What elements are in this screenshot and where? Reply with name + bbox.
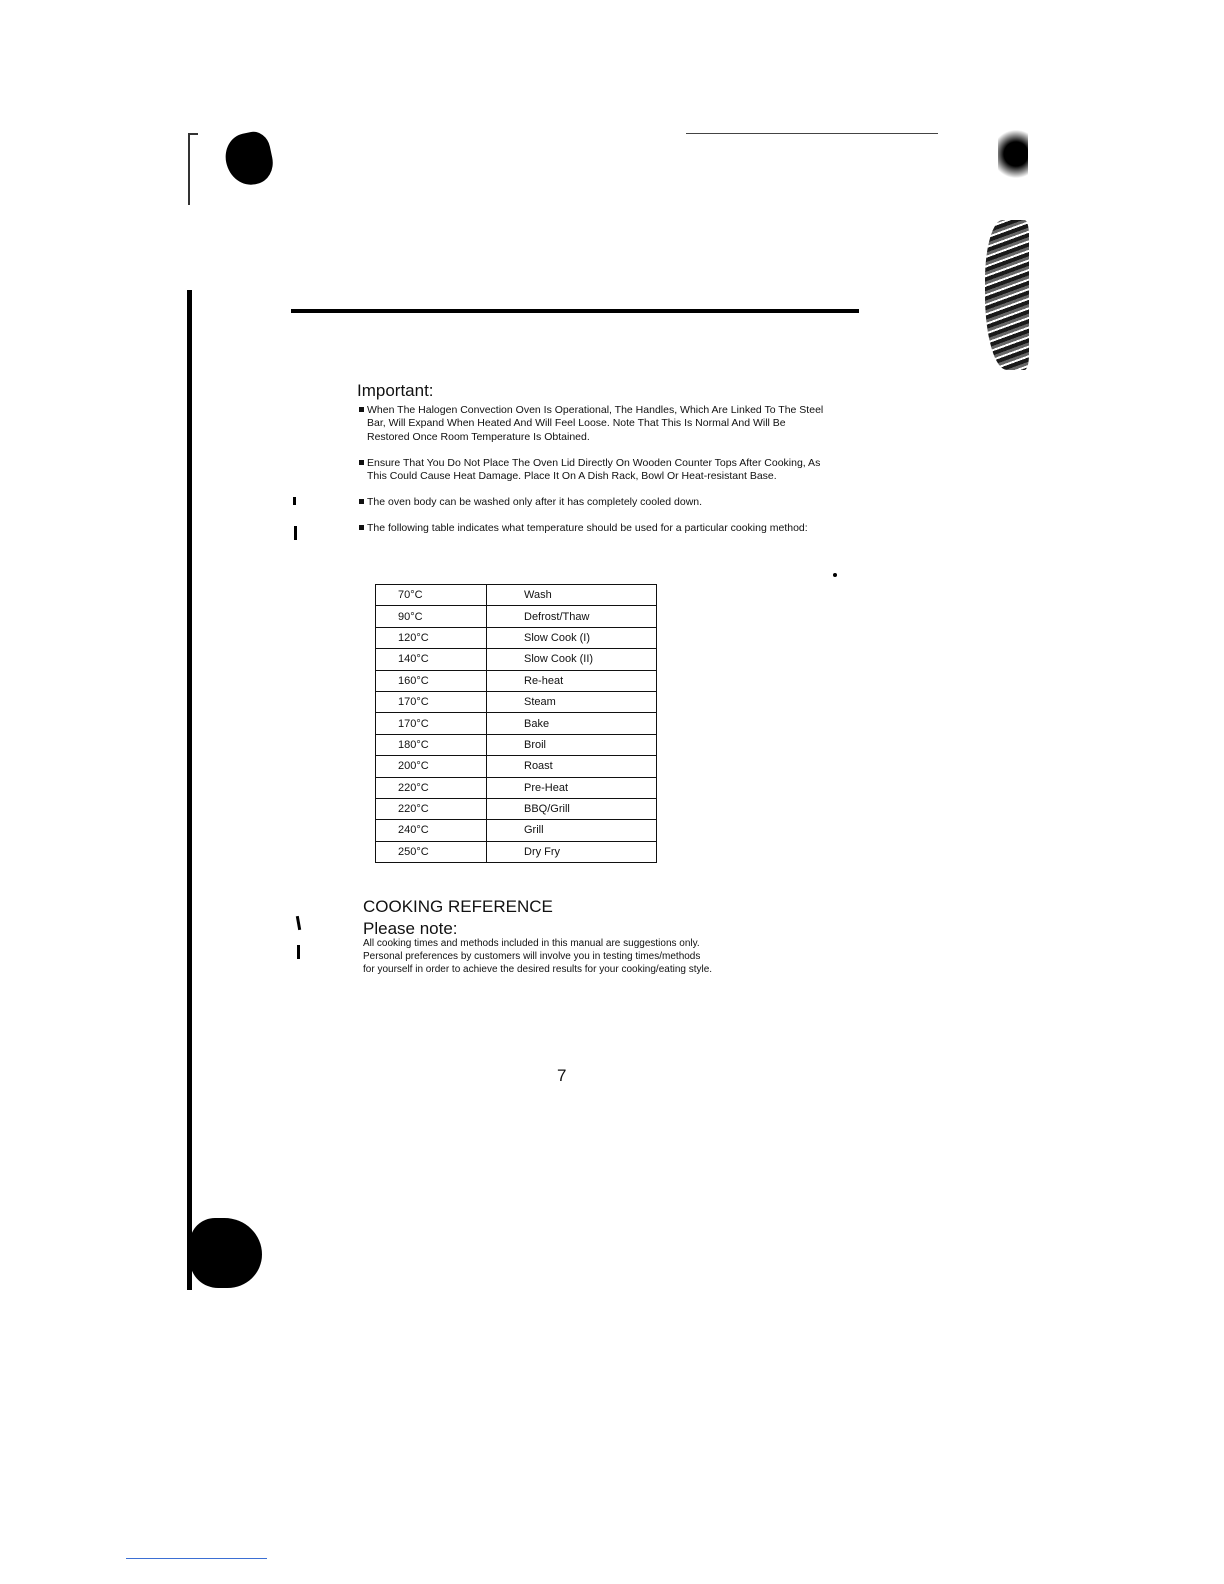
bullet-text: The oven body can be washed only after it has completely cooled down. xyxy=(367,496,703,509)
bullet-square-icon xyxy=(359,407,364,412)
scan-speck xyxy=(296,916,301,930)
temperature-cell: 90°C xyxy=(376,606,487,627)
scan-speck xyxy=(297,945,300,959)
bullet-item xyxy=(357,404,827,444)
temperature-cell: 70°C xyxy=(376,585,487,606)
bullet-text: The following table indicates what temperature should be used for a particular cooking method: xyxy=(367,521,808,534)
bullet-item xyxy=(357,496,827,509)
temperature-cell: 120°C xyxy=(376,627,487,648)
scan-edge-mark-right xyxy=(985,220,1029,370)
table-row xyxy=(376,734,657,755)
page-number: 7 xyxy=(557,1066,567,1085)
scan-speck xyxy=(293,497,296,505)
method-cell: Roast xyxy=(487,756,657,777)
method-cell: Defrost/Thaw xyxy=(487,606,657,627)
note-line: Personal preferences by customers will involve you in testing times/methods xyxy=(363,951,701,962)
header-rule xyxy=(291,309,859,313)
table-row xyxy=(376,798,657,819)
table-row xyxy=(376,627,657,648)
scan-blot-bottom xyxy=(190,1218,262,1288)
important-bullets xyxy=(357,404,827,548)
cooking-reference-note xyxy=(363,937,803,976)
temperature-cell: 240°C xyxy=(376,820,487,841)
bullet-square-icon xyxy=(359,460,364,465)
scan-bracket-mark xyxy=(188,133,198,205)
temperature-cell: 170°C xyxy=(376,713,487,734)
table-row xyxy=(376,670,657,691)
temperature-cell: 170°C xyxy=(376,691,487,712)
temperature-cell: 200°C xyxy=(376,756,487,777)
temperature-cell: 140°C xyxy=(376,649,487,670)
table-row xyxy=(376,820,657,841)
table-row xyxy=(376,713,657,734)
table-row xyxy=(376,841,657,862)
cooking-reference-heading: COOKING REFERENCE xyxy=(363,897,553,916)
temperature-cell: 220°C xyxy=(376,798,487,819)
temperature-table xyxy=(375,584,657,863)
bullet-square-icon xyxy=(359,525,364,530)
top-thin-rule xyxy=(686,133,938,134)
method-cell: Bake xyxy=(487,713,657,734)
temperature-cell: 180°C xyxy=(376,734,487,755)
method-cell: BBQ/Grill xyxy=(487,798,657,819)
method-cell: Slow Cook (I) xyxy=(487,627,657,648)
important-heading: Important: xyxy=(357,381,434,400)
temperature-cell: 250°C xyxy=(376,841,487,862)
please-note-heading: Please note: xyxy=(363,919,458,938)
scan-speck xyxy=(833,573,837,577)
note-line: All cooking times and methods included in this manual are suggestions only. xyxy=(363,938,700,949)
scan-blot-top xyxy=(221,129,277,189)
bullet-text: When The Halogen Convection Oven Is Operational, The Handles, Which Are Linked To The Steel Bar, Will Expand When Heated And Will Feel Loose. Note That This Is Normal And Will Be Restored Once Room Temperature Is Obtained. xyxy=(367,404,824,443)
method-cell: Pre-Heat xyxy=(487,777,657,798)
note-line: for yourself in order to achieve the desired results for your cooking/eating style. xyxy=(363,964,713,975)
table-row xyxy=(376,756,657,777)
method-cell: Steam xyxy=(487,691,657,712)
method-cell: Grill xyxy=(487,820,657,841)
temperature-cell: 160°C xyxy=(376,670,487,691)
table-row xyxy=(376,606,657,627)
temperature-cell: 220°C xyxy=(376,777,487,798)
table-row xyxy=(376,691,657,712)
bullet-item xyxy=(357,457,827,484)
table-row xyxy=(376,777,657,798)
table-row xyxy=(376,649,657,670)
bullet-square-icon xyxy=(359,499,364,504)
scan-edge-mark-top xyxy=(998,130,1028,190)
method-cell: Dry Fry xyxy=(487,841,657,862)
method-cell: Broil xyxy=(487,734,657,755)
table-row xyxy=(376,585,657,606)
method-cell: Wash xyxy=(487,585,657,606)
bullet-text: Ensure That You Do Not Place The Oven Lid Directly On Wooden Counter Tops After Cooking, As This Could Cause Heat Damage. Place It On A Dish Rack, Bowl Or Heat-resistant Base. xyxy=(367,456,821,483)
bottom-edge-line xyxy=(126,1558,267,1559)
method-cell: Re-heat xyxy=(487,670,657,691)
scan-speck xyxy=(294,526,297,540)
bullet-item xyxy=(357,522,827,535)
left-binding-rule xyxy=(187,290,192,1290)
method-cell: Slow Cook (II) xyxy=(487,649,657,670)
